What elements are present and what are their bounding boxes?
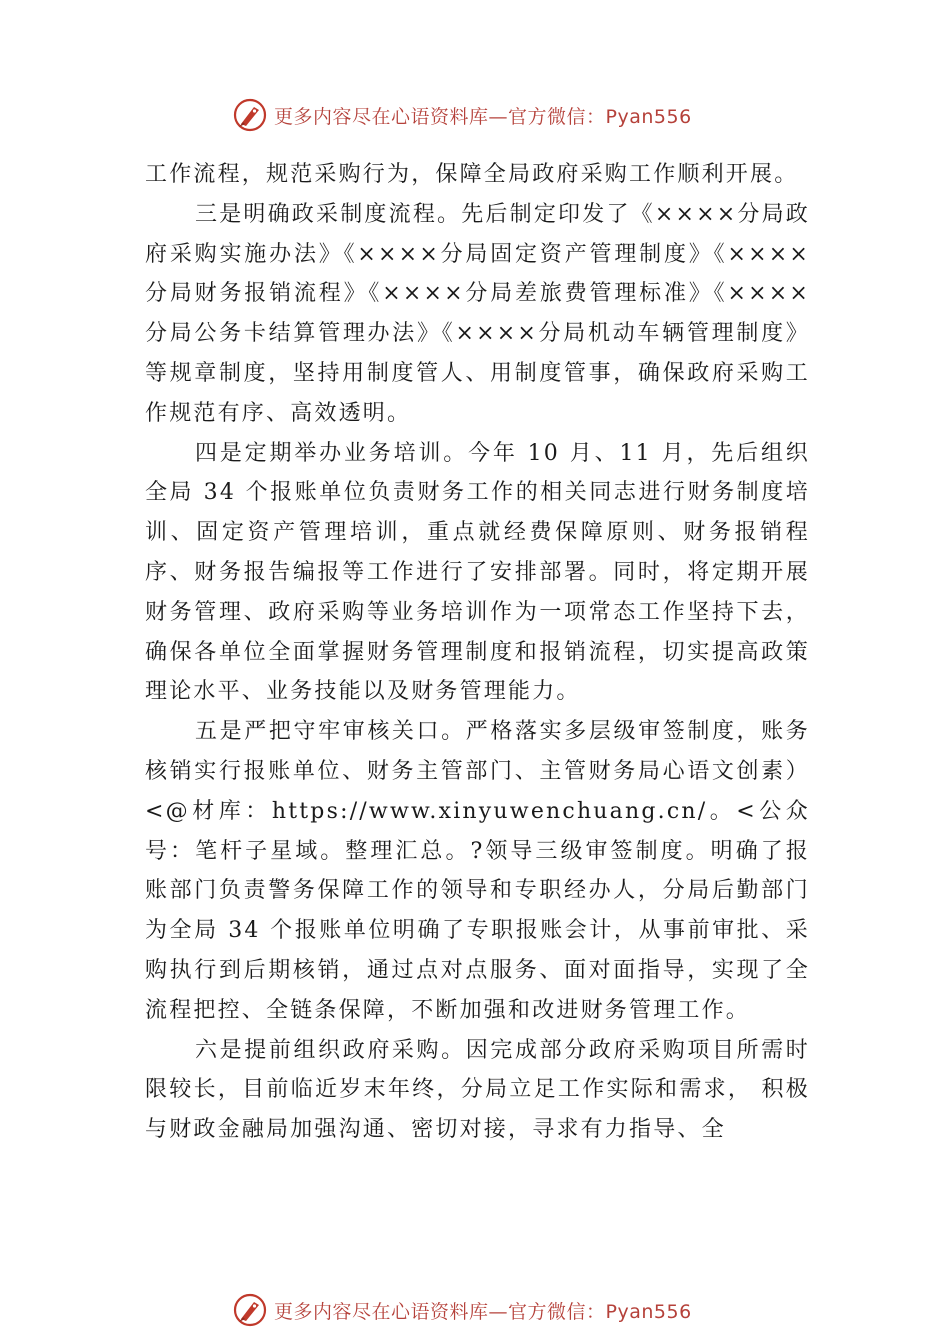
body-paragraph: 三是明确政采制度流程。先后制定印发了《××××分局政府采购实施办法》《××××分局固定资产管理制度》《××××分局财务报销流程》《××××分局差旅费管理标准》《××××分局公务卡结算管理办法》《××××分局机动车辆管理制度》等规章制度，坚持用制度管人、用制度管事，确保政府采购工作规范有序、高效透明。	[145, 201, 810, 426]
body-paragraph: 六是提前组织政府采购。因完成部分政府采购项目所需时限较长，目前临近岁末年终，分局立足工作实际和需求， 积极与财政金融局加强沟通、密切对接，寻求有力指导、全	[145, 1037, 810, 1143]
footer-banner	[232, 1290, 692, 1330]
body-paragraph: 五是严把守牢审核关口。严格落实多层级审签制度，账务核销实行报账单位、财务主管部门、主管财务局心语文创素）<@材库：https://www.xinyuwenchuang.cn/。<公众号：笔杆子星域。整理汇总。?领导三级审签制度。明确了报账部门负责警务保障工作的领导和专职经办人，分局后勤部门为全局 34 个报账单位明确了专职报账会计，从事前审批、采购执行到后期核销，通过点对点服务、面对面指导，实现了全流程把控、全链条保障，不断加强和改进财务管理工作。	[145, 719, 810, 1023]
banner-text: 更多内容尽在心语资料库—官方微信：Pyan556	[274, 105, 692, 128]
document-body	[145, 155, 810, 1150]
header-banner	[232, 95, 692, 135]
pen-nib-logo-icon	[232, 1292, 268, 1328]
pen-nib-logo-icon	[232, 97, 268, 133]
wechat-id: Pyan556	[605, 105, 692, 128]
wechat-id: Pyan556	[605, 1300, 692, 1323]
banner-text: 更多内容尽在心语资料库—官方微信：Pyan556	[274, 1300, 692, 1323]
body-paragraph: 工作流程，规范采购行为，保障全局政府采购工作顺利开展。	[145, 162, 799, 187]
body-paragraph: 四是定期举办业务培训。今年 10 月、11 月，先后组织全局 34 个报账单位负责财务工作的相关同志进行财务制度培训、固定资产管理培训，重点就经费保障原则、财务报销程序、财务报告编报等工作进行了安排部署。同时，将定期开展财务管理、政府采购等业务培训作为一项常态工作坚持下去，确保各单位全面掌握财务管理制度和报销流程，切实提高政策理论水平、业务技能以及财务管理能力。	[145, 440, 810, 705]
